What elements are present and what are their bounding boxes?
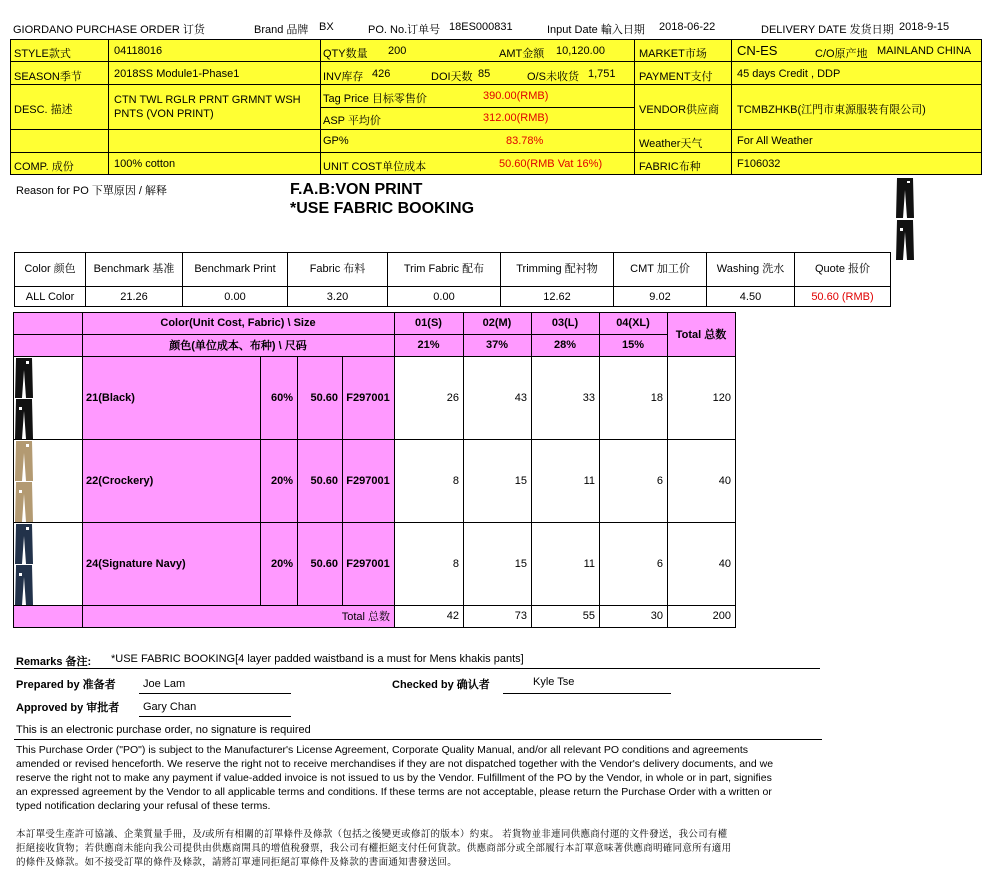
size-pct-01(S): 21% [417, 339, 440, 351]
cost-header-cell: Benchmark Print [182, 252, 288, 287]
row-size-qty: 8 [452, 557, 459, 570]
style-value: 04118016 [114, 45, 163, 57]
row-size-qty: 43 [514, 391, 527, 404]
gp-value: 83.78% [506, 135, 544, 147]
cost-header-cell: CMT 加工价 [613, 252, 707, 287]
cost-value-cell: 0.00 [387, 286, 501, 307]
qty-value: 200 [388, 45, 407, 57]
style-label: STYLE款式 [14, 48, 71, 60]
row-size-qty: 26 [446, 391, 459, 404]
pants-swatch-icon [14, 358, 34, 398]
footer-total-label: Total 总数 [341, 611, 390, 623]
gp-label: GP% [323, 135, 349, 147]
inv-value: 426 [372, 68, 391, 80]
payment-value: 45 days Credit , DDP [737, 68, 841, 80]
doi-value: 85 [478, 68, 491, 80]
prepared-label: Prepared by 准备者 [16, 679, 116, 691]
terms-en-line: reserve the right not to make any payment if value-added invoice is not issued to us by the Vendor. Fulfillment of the PO by the Vendor, in whole or in part, signifies [16, 772, 772, 784]
row-color-name: 24(Signature Navy) [86, 557, 186, 570]
electronic-note: This is an electronic purchase order, no signature is required [16, 724, 311, 736]
checked-label: Checked by 确认者 [392, 679, 490, 691]
row-color-name: 21(Black) [86, 391, 135, 404]
terms-en-line: amended or revised henceforth. We reserve the right not to receive merchandises if they are not dispatched together with the Vendor's delivery documents, and we [16, 758, 774, 770]
footer-total-value: 73 [514, 610, 527, 622]
size-label-03(L): 03(L) [551, 317, 579, 329]
cost-header-cell: Washing 洗水 [706, 252, 795, 287]
row-size-qty: 8 [452, 474, 459, 487]
approved-label: Approved by 审批者 [16, 702, 120, 714]
asp-value: 312.00(RMB) [483, 112, 549, 124]
row-fabric: F297001 [346, 391, 390, 404]
row-size-qty: 18 [650, 391, 663, 404]
row-unit-cost: 50.60 [310, 557, 338, 570]
size-header-line1: Color(Unit Cost, Fabric) \ Size [160, 317, 316, 329]
vendor-label: VENDOR供应商 [639, 104, 720, 116]
size-pct-02(M): 37% [485, 339, 509, 351]
checked-value: Kyle Tse [533, 676, 575, 688]
desc-line2: PNTS (VON PRINT) [114, 108, 214, 120]
input-date-value: 2018-06-22 [659, 21, 716, 33]
market-label: MARKET市场 [639, 48, 707, 60]
product-thumbnail-back [895, 220, 915, 260]
terms-en-line: an expressed agreement by the Vendor to all applicable terms and conditions. If these terms are not acceptable, please return the Purchase Order with a written or [16, 786, 772, 798]
weather-value: For All Weather [737, 135, 813, 147]
vendor-value: TCMBZHKB(江門市東源服裝有限公司) [737, 104, 926, 116]
product-thumbnail-front [895, 178, 915, 218]
pants-swatch-icon [14, 524, 34, 564]
po-title: GIORDANO PURCHASE ORDER 订货 [13, 24, 205, 36]
inv-label: INV库存 [323, 71, 364, 83]
tag-price-label: Tag Price 目标零售价 [323, 93, 427, 105]
cost-value-cell: ALL Color [14, 286, 86, 307]
remarks-text: *USE FABRIC BOOKING[4 layer padded waistband is a must for Mens khakis pants] [111, 653, 524, 665]
row-fabric: F297001 [346, 557, 390, 570]
footer-total-value: 200 [712, 610, 731, 622]
os-value: 1,751 [588, 68, 616, 80]
input-date-label: Input Date 輸入日期 [547, 24, 645, 36]
terms-zh-line: 本訂單受生產許可協議、企業質量手冊，及/或所有相關的訂單條件及條款（包括之後變更或修訂的版本）約束。 若貨物並非連同供應商付運的文件發送，我公司有權 [16, 829, 728, 840]
size-pct-04(XL): 15% [621, 339, 645, 351]
row-size-qty: 33 [582, 391, 595, 404]
pants-swatch-icon [14, 565, 34, 605]
reason-label: Reason for PO 下單原因 / 解释 [16, 185, 167, 197]
fabric-label: FABRIC布种 [639, 161, 701, 173]
size-total-header: Total 总数 [675, 329, 727, 341]
origin-value: MAINLAND CHINA [877, 45, 972, 57]
cost-header-cell: Trim Fabric 配布 [387, 252, 501, 287]
fab-line2: *USE FABRIC BOOKING [290, 200, 475, 217]
season-label: SEASON季节 [14, 71, 82, 83]
row-size-qty: 11 [583, 474, 595, 487]
cost-value-cell: 4.50 [706, 286, 795, 307]
terms-en-line: This Purchase Order ("PO") is subject to the Manufacturer's License Agreement, Corporate Quality Manual, and/or all relevant PO conditions and agreements [16, 744, 748, 756]
terms-en-line: typed notification declaring your refusal of these terms. [16, 800, 271, 812]
cost-header-cell: Trimming 配衬物 [500, 252, 614, 287]
pants-swatch-icon [14, 482, 34, 522]
row-size-qty: 6 [656, 557, 663, 570]
tag-price-value: 390.00(RMB) [483, 90, 549, 102]
asp-label: ASP 平均价 [323, 115, 381, 127]
row-size-qty: 11 [583, 557, 595, 570]
row-color-pct: 20% [270, 474, 293, 487]
size-label-01(S): 01(S) [415, 317, 442, 329]
fab-line1: F.A.B:VON PRINT [290, 181, 423, 198]
footer-total-value: 30 [650, 610, 663, 622]
row-unit-cost: 50.60 [310, 391, 338, 404]
cost-value-cell: 12.62 [500, 286, 614, 307]
row-total: 120 [712, 391, 731, 404]
cost-value-cell: 0.00 [182, 286, 288, 307]
cost-header-cell: Quote 报价 [794, 252, 891, 287]
season-value: 2018SS Module1-Phase1 [114, 68, 240, 80]
comp-value: 100% cotton [114, 158, 176, 170]
cost-value-cell: 21.26 [85, 286, 183, 307]
approved-value: Gary Chan [143, 701, 197, 713]
terms-zh-line: 拒絕接收貨物；若供應商未能向我公司提供由供應商開具的增值稅發票，我公司有權拒絕支付任何貨款。供應商部分或全部履行本訂單意味著供應商明確同意所有適用 [16, 843, 732, 854]
footer-total-value: 55 [582, 610, 595, 622]
remarks-label: Remarks 备注: [16, 656, 92, 668]
size-pct-03(L): 28% [553, 339, 577, 351]
comp-label: COMP. 成份 [14, 161, 74, 173]
po-number-value: 18ES000831 [449, 21, 513, 33]
market-value: CN-ES [737, 43, 778, 58]
prepared-value: Joe Lam [143, 678, 186, 690]
delivery-date-label: DELIVERY DATE 发货日期 [761, 24, 894, 36]
row-unit-cost: 50.60 [310, 474, 338, 487]
footer-total-value: 42 [446, 610, 459, 622]
po-number-label: PO. No.订单号 [368, 24, 441, 36]
row-total: 40 [718, 557, 731, 570]
brand-label: Brand 品牌 [254, 24, 309, 36]
pants-swatch-icon [14, 399, 34, 439]
terms-zh-line: 的條件及條款。如不接受訂單的條件及條款，請將訂單連同拒絕訂單條件及條款的書面通知書發送回。 [16, 857, 458, 868]
doi-label: DOI天数 [431, 71, 473, 83]
size-header-line2: 颜色(单位成本、布种) \ 尺码 [169, 340, 307, 352]
os-label: O/S未收货 [527, 71, 579, 83]
cost-value-cell: 3.20 [287, 286, 388, 307]
unit-cost-label: UNIT COST单位成本 [323, 161, 427, 173]
pants-swatch-icon [14, 441, 34, 481]
cost-header-cell: Fabric 布料 [287, 252, 388, 287]
cost-header-cell: Color 颜色 [14, 252, 86, 287]
payment-label: PAYMENT支付 [639, 71, 713, 83]
row-color-pct: 60% [270, 391, 293, 404]
cost-value-cell: 9.02 [613, 286, 707, 307]
amt-label: AMT金额 [499, 48, 545, 60]
row-total: 40 [718, 474, 731, 487]
size-label-04(XL): 04(XL) [616, 317, 650, 329]
brand-value: BX [319, 21, 334, 33]
size-label-02(M): 02(M) [482, 317, 512, 329]
row-size-qty: 6 [656, 474, 663, 487]
row-color-name: 22(Crockery) [86, 474, 154, 487]
weather-label: Weather天气 [639, 138, 703, 150]
origin-label: C/O原产地 [815, 48, 868, 60]
desc-label: DESC. 描述 [14, 104, 73, 116]
desc-line1: CTN TWL RGLR PRNT GRMNT WSH [114, 94, 301, 106]
row-color-pct: 20% [270, 557, 293, 570]
row-size-qty: 15 [514, 557, 527, 570]
delivery-date-value: 2018-9-15 [899, 21, 950, 33]
fabric-value: F106032 [737, 158, 781, 170]
qty-label: QTY数量 [323, 48, 368, 60]
amt-value: 10,120.00 [556, 45, 605, 57]
row-size-qty: 15 [514, 474, 527, 487]
cost-value-cell: 50.60 (RMB) [794, 286, 891, 307]
row-fabric: F297001 [346, 474, 390, 487]
cost-header-cell: Benchmark 基准 [85, 252, 183, 287]
unit-cost-value: 50.60(RMB Vat 16%) [499, 158, 603, 170]
